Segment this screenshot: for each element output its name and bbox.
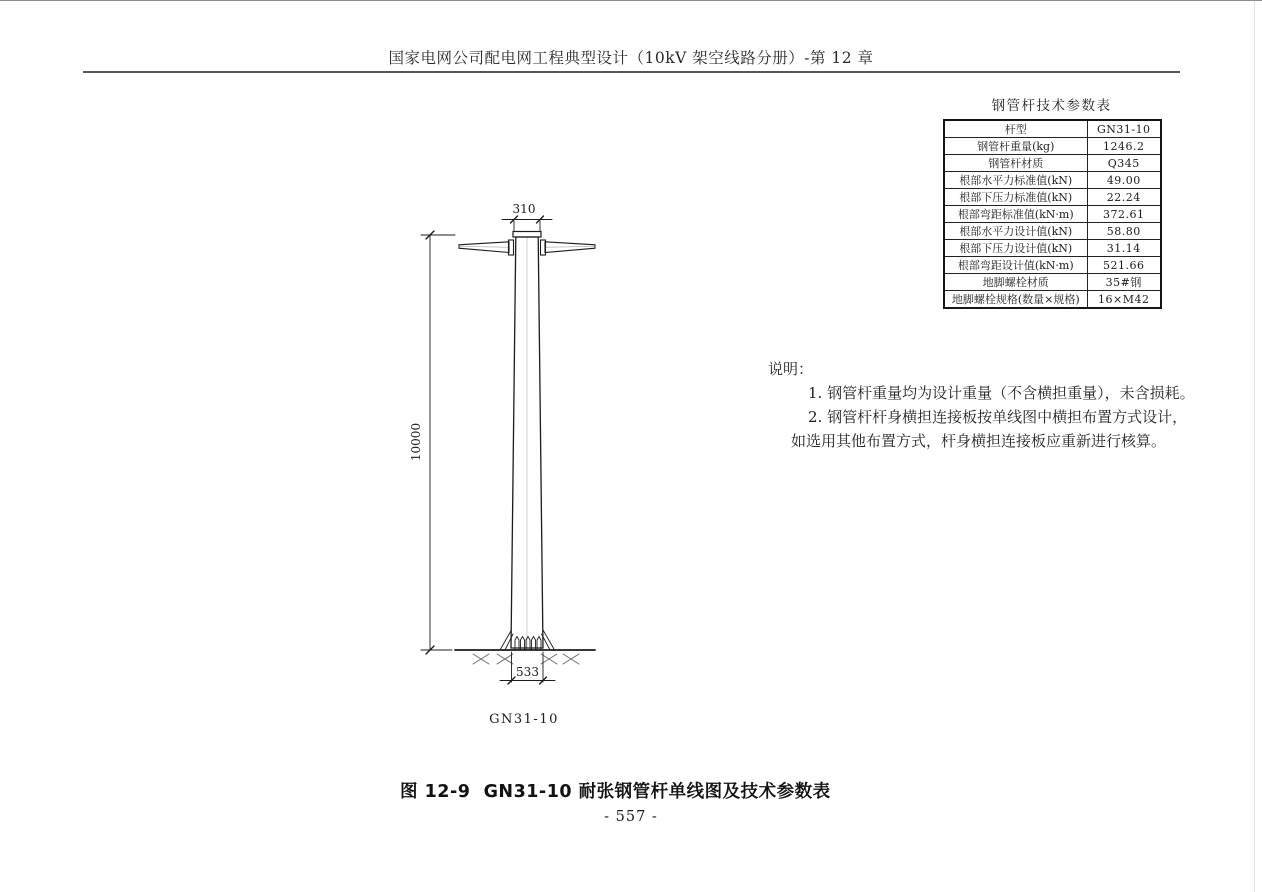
row-value: 521.66 — [1087, 257, 1161, 274]
header-rule — [83, 71, 1180, 73]
row-label: 钢管杆重量(kg) — [944, 138, 1087, 155]
page-header-title: 国家电网公司配电网工程典型设计（10kV 架空线路分册）-第 12 章 — [388, 49, 874, 67]
figure-caption: 图 12-9 GN31-10 耐张钢管杆单线图及技术参数表 — [400, 782, 831, 802]
row-label: 根部水平力设计值(kN) — [944, 223, 1087, 240]
table-row — [944, 240, 1161, 257]
page-right-edge — [1254, 0, 1255, 892]
row-value: 1246.2 — [1087, 138, 1161, 155]
table-row — [944, 172, 1161, 189]
row-value: 49.00 — [1087, 172, 1161, 189]
top-width-dim-label: 310 — [512, 202, 536, 216]
table-row — [944, 206, 1161, 223]
page-number: - 557 - — [604, 809, 658, 825]
row-label: 根部下压力标准值(kN) — [944, 189, 1087, 206]
pole-type-label: GN31-10 — [489, 712, 559, 727]
table-row — [944, 257, 1161, 274]
row-label: 根部水平力标准值(kN) — [944, 172, 1087, 189]
height-dim-label: 10000 — [409, 422, 423, 462]
base-width-dim-label: 533 — [516, 665, 539, 679]
row-label: 根部下压力设计值(kN) — [944, 240, 1087, 257]
table-row — [944, 223, 1161, 240]
note-line-1: 1. 钢管杆重量均为设计重量（不含横担重量），未含损耗。 — [808, 384, 1195, 402]
row-value: 31.14 — [1087, 240, 1161, 257]
row-label: 根部弯距设计值(kN·m) — [944, 257, 1087, 274]
row-value: 35#钢 — [1087, 274, 1161, 291]
table-row — [944, 155, 1161, 172]
params-table-section — [943, 94, 1160, 309]
table-row — [944, 291, 1161, 309]
row-label: 根部弯距标准值(kN·m) — [944, 206, 1087, 223]
table-row — [944, 138, 1161, 155]
ground-line — [455, 650, 595, 664]
page-top-edge — [0, 0, 1262, 1]
table-row — [944, 120, 1161, 138]
row-value: 16×M42 — [1087, 291, 1161, 309]
row-label: 地脚螺栓规格(数量×规格) — [944, 291, 1087, 309]
row-value: 58.80 — [1087, 223, 1161, 240]
pole-drawing — [390, 185, 650, 735]
row-label: 地脚螺栓材质 — [944, 274, 1087, 291]
notes-heading: 说明： — [768, 360, 814, 378]
row-label: 钢管杆材质 — [944, 155, 1087, 172]
row-value: GN31-10 — [1087, 120, 1161, 138]
top-width-dimension — [502, 216, 552, 231]
note-line-2: 2. 钢管杆杆身横担连接板按单线图中横担布置方式设计， — [808, 408, 1188, 426]
row-value: Q345 — [1087, 155, 1161, 172]
params-table — [943, 119, 1162, 309]
table-row — [944, 189, 1161, 206]
note-line-3: 如选用其他布置方式，杆身横担连接板应重新进行核算。 — [791, 432, 1167, 450]
row-label: 杆型 — [944, 120, 1087, 138]
row-value: 22.24 — [1087, 189, 1161, 206]
row-value: 372.61 — [1087, 206, 1161, 223]
params-table-title: 钢管杆技术参数表 — [991, 98, 1112, 114]
table-row — [944, 274, 1161, 291]
height-dimension — [421, 231, 455, 654]
pole-shaft — [511, 232, 543, 649]
